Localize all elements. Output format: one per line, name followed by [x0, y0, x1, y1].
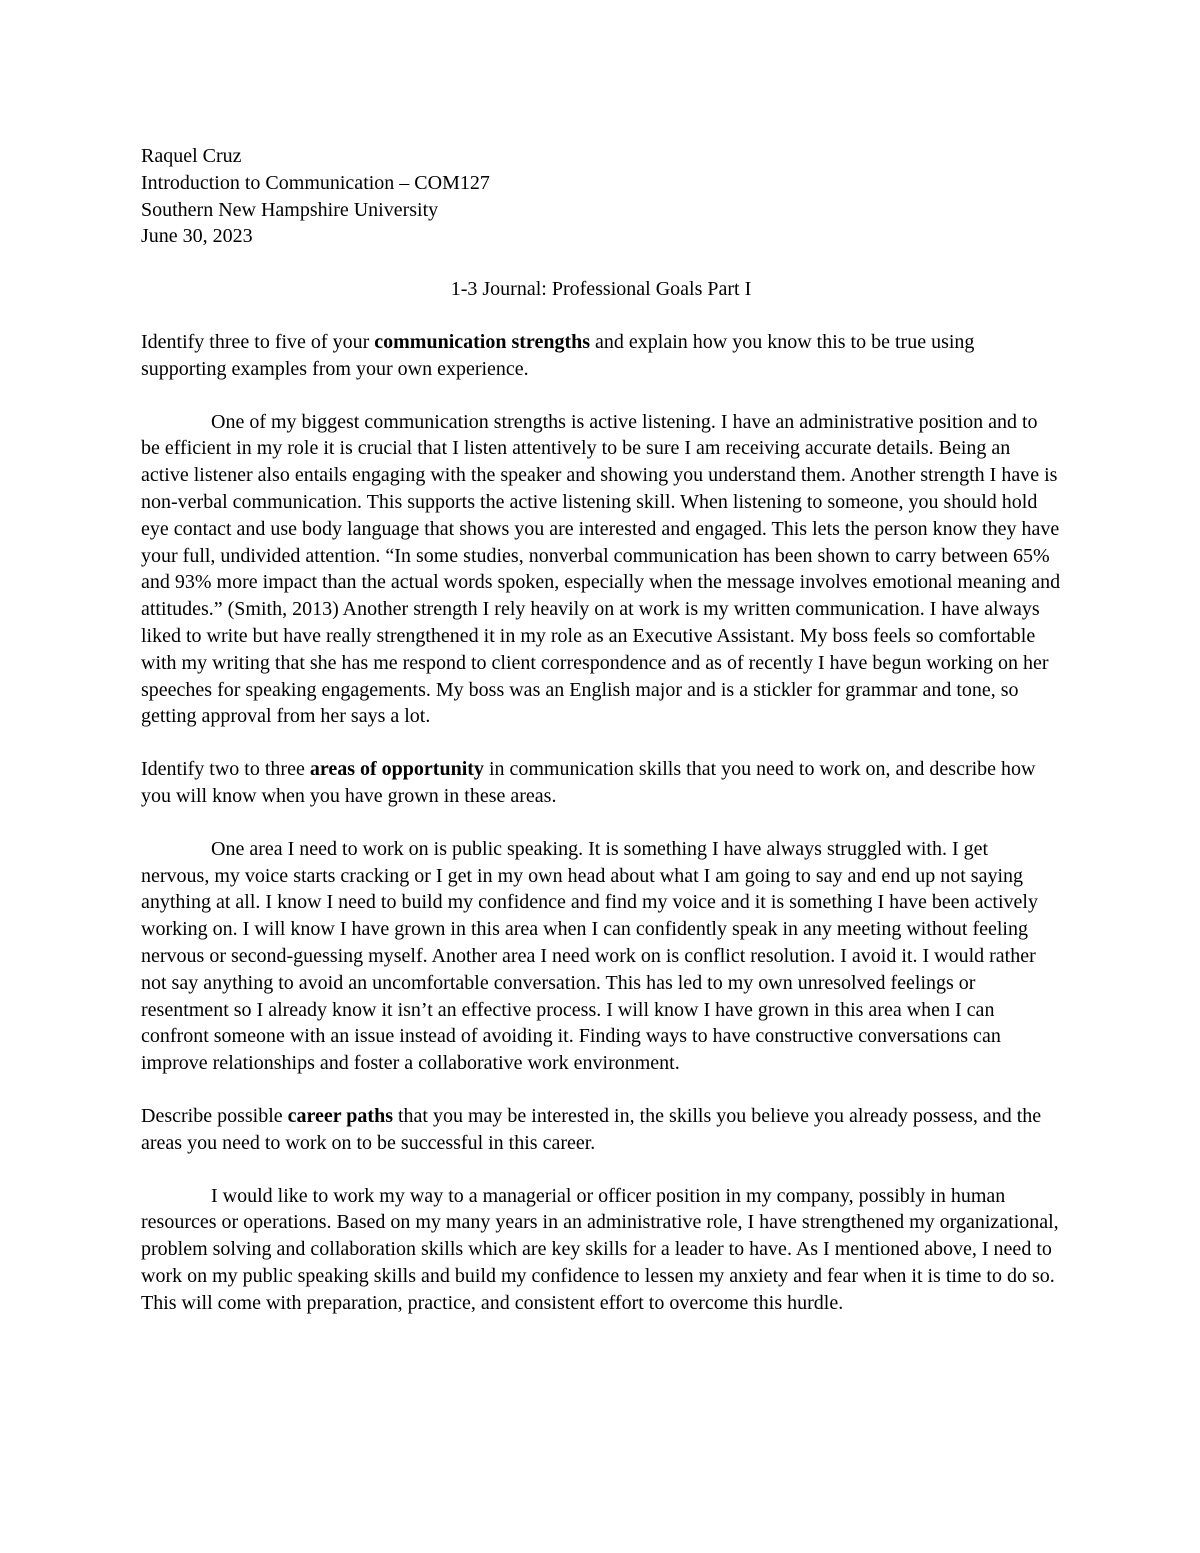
prompt-text: and explain how you know this to be true using supporting examples from your own experience.: [141, 330, 975, 380]
answer-strengths: One of my biggest communication strengths is active listening. I have an administrative position and to be efficient in my role it is crucial that I listen attentively to be sure I am receiving accurate details. Being an active listener also entails engaging with the speaker and showing you understand them. Another strength I have is non-verbal communication. This supports the active listening skill. When listening to someone, you should hold eye contact and use body language that shows you are interested and engaged. This lets the person know they have your full, undivided attention. “In some studies, nonverbal communication has been shown to carry between 65% and 93% more impact than the actual words spoken, especially when the message involves emotional meaning and attitudes.” (Smith, 2013) Another strength I rely heavily on at work is my written communication. I have always liked to write but have really strengthened it in my role as an Executive Assistant. My boss feels so comfortable with my writing that she has me respond to client correspondence and as of recently I have begun working on her speeches for speaking engagements. My boss was an English major and is a stickler for grammar and tone, so getting approval from her says a lot.: [141, 410, 1061, 728]
author-name: Raquel Cruz: [141, 145, 242, 167]
prompt-opportunities: [141, 756, 1061, 810]
prompt-strengths: [141, 329, 1061, 383]
prompt-text: Identify two to three: [141, 758, 310, 781]
prompt-keyword: career paths: [287, 1104, 393, 1127]
school-name: Southern New Hampshire University: [141, 198, 439, 221]
prompt-text: Describe possible: [141, 1104, 288, 1127]
document-date: June 30, 2023: [141, 225, 253, 248]
document-title: 1-3 Journal: Professional Goals Part I: [450, 278, 752, 301]
prompt-text: that you may be interested in, the skills you believe you already possess, and the areas you need to work on to be successful in this career.: [141, 1104, 1042, 1154]
document-body: [141, 143, 1061, 1342]
answer-career-paths: I would like to work my way to a managerial or officer position in my company, possibly in human resources or operations. Based on my many years in an administrative role, I have strengthened my organizational, problem solving and collaboration skills which are key skills for a leader to have. As I mentioned above, I need to work on my public speaking skills and build my confidence to lessen my anxiety and fear when it is time to do so. This will come with preparation, practice, and consistent effort to overcome this hurdle.: [141, 1184, 1059, 1314]
prompt-text: Identify three to five of your: [141, 330, 375, 353]
author-header: [141, 143, 1061, 250]
prompt-text: in communication skills that you need to work on, and describe how you will know when you have grown in these areas.: [141, 758, 1036, 807]
prompt-keyword: communication strengths: [374, 330, 591, 353]
prompt-career-paths: [141, 1103, 1061, 1157]
course-name: Introduction to Communication – COM127: [141, 171, 490, 194]
answer-opportunities: One area I need to work on is public speaking. It is something I have always struggled with. I get nervous, my voice starts cracking or I get in my own head about what I am going to say and end up not saying anything at all. I know I need to build my confidence and find my voice and it is something I have been actively working on. I will know I have grown in this area when I can confidently speak in any meeting without feeling nervous or second-guessing myself. Another area I need work on is conflict resolution. I avoid it. I would rather not say anything to avoid an uncomfortable conversation. This has led to my own unresolved feelings or resentment so I already know it isn’t an effective process. I will know I have grown in this area when I can confront someone with an issue instead of avoiding it. Finding ways to have constructive conversations can improve relationships and foster a collaborative work environment.: [141, 837, 1038, 1075]
prompt-keyword: areas of opportunity: [309, 758, 484, 781]
